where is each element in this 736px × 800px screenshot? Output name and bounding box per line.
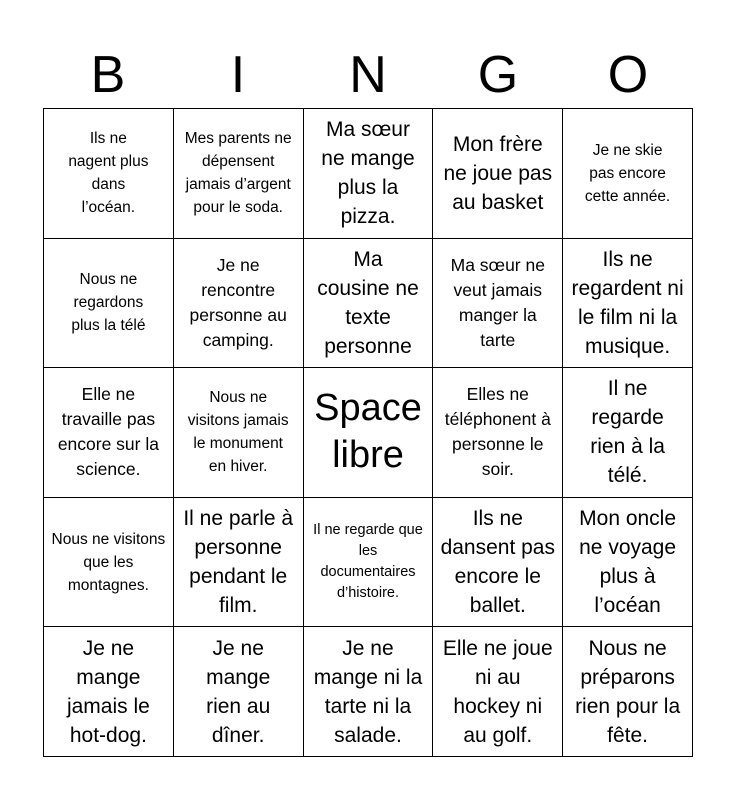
cell-text: Elle ne travaille pas encore sur la science. bbox=[57, 384, 159, 480]
bingo-cell bbox=[433, 239, 563, 369]
header-letter-b: B bbox=[90, 46, 126, 104]
bingo-cell bbox=[563, 239, 693, 369]
header-letter-n: N bbox=[349, 46, 387, 104]
bingo-cell bbox=[304, 239, 434, 369]
cell-text: Il ne regarde rien à la télé. bbox=[590, 377, 665, 488]
cell-text: Elles ne téléphonent à personne le soir. bbox=[444, 384, 551, 480]
cell-text: Ma sœur ne mange plus la pizza. bbox=[321, 118, 415, 229]
bingo-cell bbox=[433, 627, 563, 757]
bingo-cell bbox=[563, 368, 693, 498]
bingo-cell bbox=[44, 109, 174, 239]
bingo-cell bbox=[44, 239, 174, 369]
cell-text: Il ne regarde que les documentaires d’histoire. bbox=[313, 522, 423, 602]
cell-text: Ils ne nagent plus dans l’océan. bbox=[68, 130, 149, 217]
cell-text: Je ne mange ni la tarte ni la salade. bbox=[313, 636, 423, 747]
bingo-cell bbox=[563, 109, 693, 239]
cell-text: Nous ne visitons jamais le monument en hiver. bbox=[187, 389, 289, 476]
free-space-label: Space libre bbox=[314, 387, 422, 477]
cell-text: Ma cousine ne texte personne bbox=[317, 247, 419, 358]
cell-text: Je ne rencontre personne au camping. bbox=[189, 254, 287, 350]
bingo-cell bbox=[174, 498, 304, 628]
bingo-cell bbox=[304, 498, 434, 628]
bingo-cell bbox=[44, 627, 174, 757]
bingo-cell bbox=[304, 109, 434, 239]
cell-text: Ils ne dansent pas encore le ballet. bbox=[440, 507, 555, 618]
bingo-cell bbox=[44, 368, 174, 498]
cell-text: Nous ne regardons plus la télé bbox=[71, 271, 146, 335]
bingo-cell bbox=[433, 498, 563, 628]
bingo-cell bbox=[433, 368, 563, 498]
bingo-cell bbox=[174, 368, 304, 498]
bingo-header bbox=[43, 44, 693, 106]
cell-text: Mon frère ne joue pas au basket bbox=[443, 132, 553, 214]
bingo-board bbox=[43, 108, 693, 757]
cell-text: Il ne parle à personne pendant le film. bbox=[183, 507, 294, 618]
cell-text: Je ne mange rien au dîner. bbox=[206, 636, 271, 747]
header-letter-o: O bbox=[607, 46, 649, 104]
cell-text: Mon oncle ne voyage plus à l’océan bbox=[579, 507, 677, 618]
bingo-cell bbox=[304, 627, 434, 757]
cell-text: Nous ne visitons que les montagnes. bbox=[51, 530, 166, 594]
cell-text: Nous ne préparons rien pour la fête. bbox=[575, 636, 681, 747]
bingo-cell bbox=[433, 109, 563, 239]
bingo-cell bbox=[174, 109, 304, 239]
bingo-cell bbox=[174, 239, 304, 369]
bingo-cell bbox=[563, 498, 693, 628]
cell-text: Je ne skie pas encore cette année. bbox=[584, 141, 671, 205]
cell-text: Mes parents ne dépensent jamais d’argent pour le soda. bbox=[184, 130, 292, 217]
cell-text: Ma sœur ne veut jamais manger la tarte bbox=[450, 254, 545, 350]
bingo-cell bbox=[563, 627, 693, 757]
cell-text: Je ne mange jamais le hot-dog. bbox=[66, 636, 150, 747]
header-letter-i: I bbox=[230, 46, 246, 104]
cell-text: Elle ne joue ni au hockey ni au golf. bbox=[442, 636, 553, 747]
bingo-cell bbox=[174, 627, 304, 757]
cell-text: Ils ne regardent ni le film ni la musique. bbox=[571, 247, 684, 358]
free-space-cell bbox=[304, 368, 434, 498]
bingo-cell bbox=[44, 498, 174, 628]
header-letter-g: G bbox=[477, 46, 519, 104]
